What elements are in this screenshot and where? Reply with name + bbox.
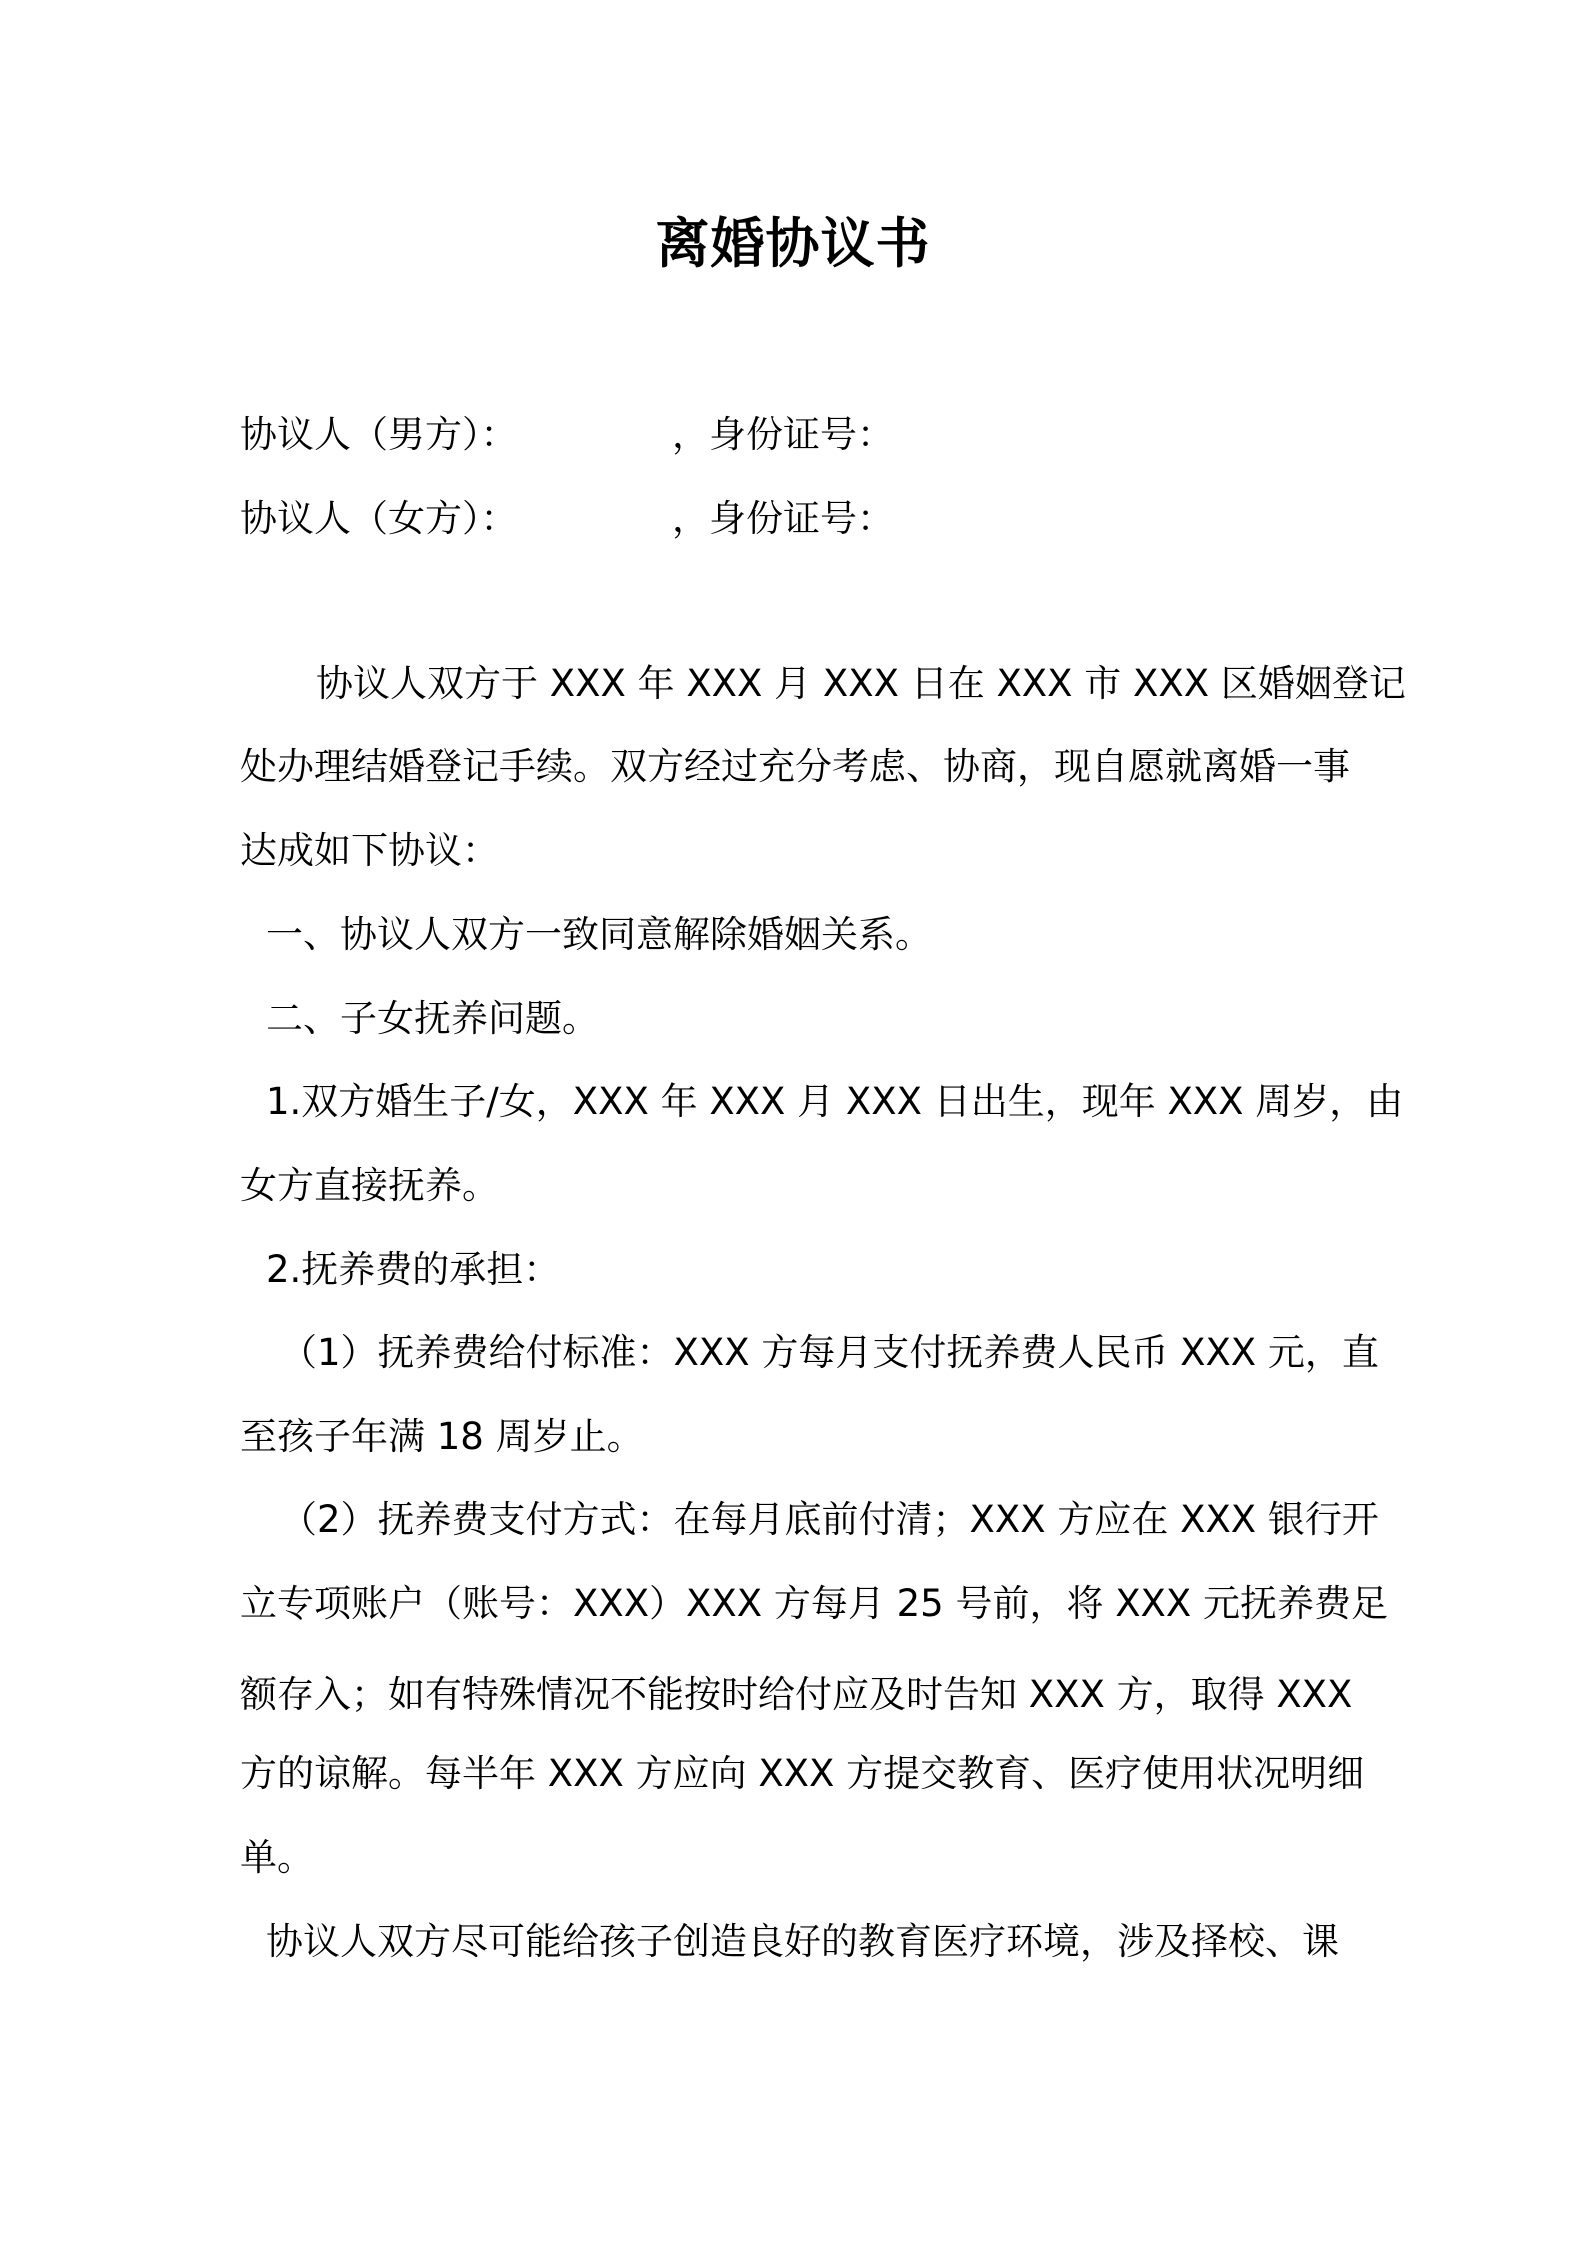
body-line: 女方直接抚养。	[240, 1164, 499, 1207]
body-line: 1.双方婚生子/女，XXX 年 XXX 月 XXX 日出生，现年 XXX 周岁，由	[266, 1080, 1404, 1123]
body-line: （1）抚养费给付标准：XXX 方每月支付抚养费人民币 XXX 元，直	[280, 1331, 1379, 1374]
body-line: 额存入；如有特殊情况不能按时给付应及时告知 XXX 方，取得 XXX	[240, 1673, 1353, 1716]
body-line: 单。	[240, 1836, 314, 1879]
clause-heading: 一、协议人双方一致同意解除婚姻关系。	[266, 913, 932, 956]
male-party-label: 协议人（男方）：	[240, 413, 518, 456]
sub-clause-heading: 2.抚养费的承担：	[266, 1248, 561, 1291]
body-line: 处办理结婚登记手续。双方经过充分考虑、协商，现自愿就离婚一事	[240, 745, 1350, 788]
body-line: 方的谅解。每半年 XXX 方应向 XXX 方提交教育、医疗使用状况明细	[240, 1752, 1365, 1795]
body-line: 协议人双方尽可能给孩子创造良好的教育医疗环境，涉及择校、课	[266, 1920, 1339, 1963]
clause-heading: 二、子女抚养问题。	[266, 997, 599, 1040]
document-title: 离婚协议书	[655, 212, 931, 275]
body-line: 协议人双方于 XXX 年 XXX 月 XXX 日在 XXX 市 XXX 区婚姻登记	[316, 662, 1406, 705]
body-line: （2）抚养费支付方式：在每月底前付清；XXX 方应在 XXX 银行开	[280, 1498, 1379, 1541]
female-party-id-label: ，身份证号：	[672, 497, 894, 540]
body-line: 立专项账户（账号：XXX）XXX 方每月 25 号前，将 XXX 元抚养费足	[240, 1582, 1389, 1625]
female-party-label: 协议人（女方）：	[240, 497, 518, 540]
body-line: 至孩子年满 18 周岁止。	[240, 1415, 644, 1458]
body-line: 达成如下协议：	[240, 829, 499, 872]
male-party-id-label: ，身份证号：	[672, 413, 894, 456]
